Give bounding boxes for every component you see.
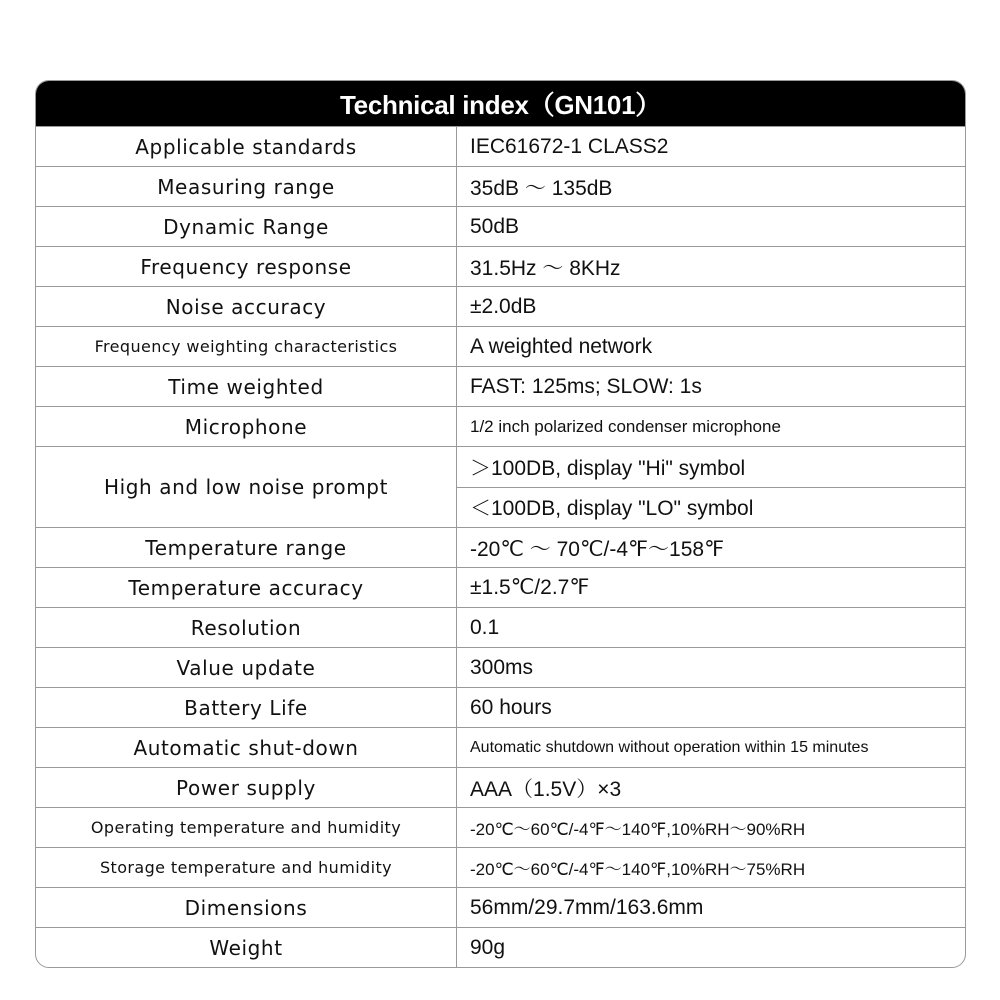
spec-label: Dynamic Range [36,207,457,246]
spec-value: ±1.5℃/2.7℉ [470,576,590,599]
spec-row-dimensions [36,887,965,927]
spec-value-low: ＜100DB, display "LO" symbol [457,487,965,528]
spec-row-power-supply [36,767,965,807]
spec-row-temperature-range [36,527,965,567]
spec-row-microphone [36,406,965,446]
spec-value: 31.5Hz ～ 8KHz [470,256,621,280]
spec-label: Dimensions [36,888,457,927]
spec-value: 35dB ～ 135dB [470,176,613,200]
spec-label: Operating temperature and humidity [36,808,457,847]
spec-label: Microphone [36,407,457,446]
spec-value: 300ms [470,655,534,679]
spec-table [35,80,966,968]
spec-label: Frequency response [36,247,457,286]
spec-row-frequency-weighting [36,326,965,366]
spec-value: -20℃ ～ 70℃/-4℉～158℉ [470,537,725,561]
spec-value: 1/2 inch polarized condenser microphone [470,416,781,436]
spec-value: -20℃～60℃/-4℉～140℉,10%RH～75%RH [470,860,806,879]
spec-label: Power supply [36,768,457,807]
spec-value: FAST: 125ms; SLOW: 1s [470,374,702,398]
spec-label: Temperature accuracy [36,568,457,607]
spec-label: Storage temperature and humidity [36,848,457,887]
spec-row-temperature-accuracy [36,567,965,607]
spec-label: Time weighted [36,367,457,406]
spec-value: Automatic shutdown without operation within 15 minutes [470,738,869,756]
spec-value: 0.1 [470,615,500,639]
spec-row-time-weighted [36,366,965,406]
spec-label: Battery Life [36,688,457,727]
spec-label: Value update [36,648,457,687]
spec-row-resolution [36,607,965,647]
spec-row-operating-temp-humidity [36,807,965,847]
spec-value: -20℃～60℃/-4℉～140℉,10%RH～90%RH [470,820,806,839]
spec-row-frequency-response [36,246,965,286]
spec-value: 90g [470,935,506,959]
spec-label: Temperature range [36,528,457,567]
spec-value-group [457,447,965,527]
spec-label: Measuring range [36,167,457,206]
spec-label: Automatic shut-down [36,728,457,767]
spec-row-dynamic-range [36,206,965,246]
spec-row-battery-life [36,687,965,727]
spec-row-noise-accuracy [36,286,965,326]
spec-row-applicable-standards [36,126,965,166]
spec-row-noise-prompt [36,446,965,527]
spec-value: ±2.0dB [470,294,537,318]
spec-value: IEC61672-1 CLASS2 [470,134,669,158]
spec-value: A weighted network [470,334,653,358]
spec-row-auto-shutdown [36,727,965,767]
spec-label: Applicable standards [36,127,457,166]
spec-label: Weight [36,928,457,967]
table-title: Technical index（GN101） [36,81,965,126]
spec-label: Frequency weighting characteristics [36,327,457,366]
spec-value: AAA（1.5V）×3 [470,777,622,801]
spec-label: Noise accuracy [36,287,457,326]
spec-row-weight [36,927,965,967]
spec-row-value-update [36,647,965,687]
spec-label: High and low noise prompt [36,447,457,527]
spec-row-measuring-range [36,166,965,206]
spec-value: 60 hours [470,695,552,719]
spec-value: 50dB [470,214,520,238]
spec-value-high: ＞100DB, display "Hi" symbol [470,456,746,480]
spec-value: 56mm/29.7mm/163.6mm [470,895,704,919]
spec-row-storage-temp-humidity [36,847,965,887]
spec-label: Resolution [36,608,457,647]
